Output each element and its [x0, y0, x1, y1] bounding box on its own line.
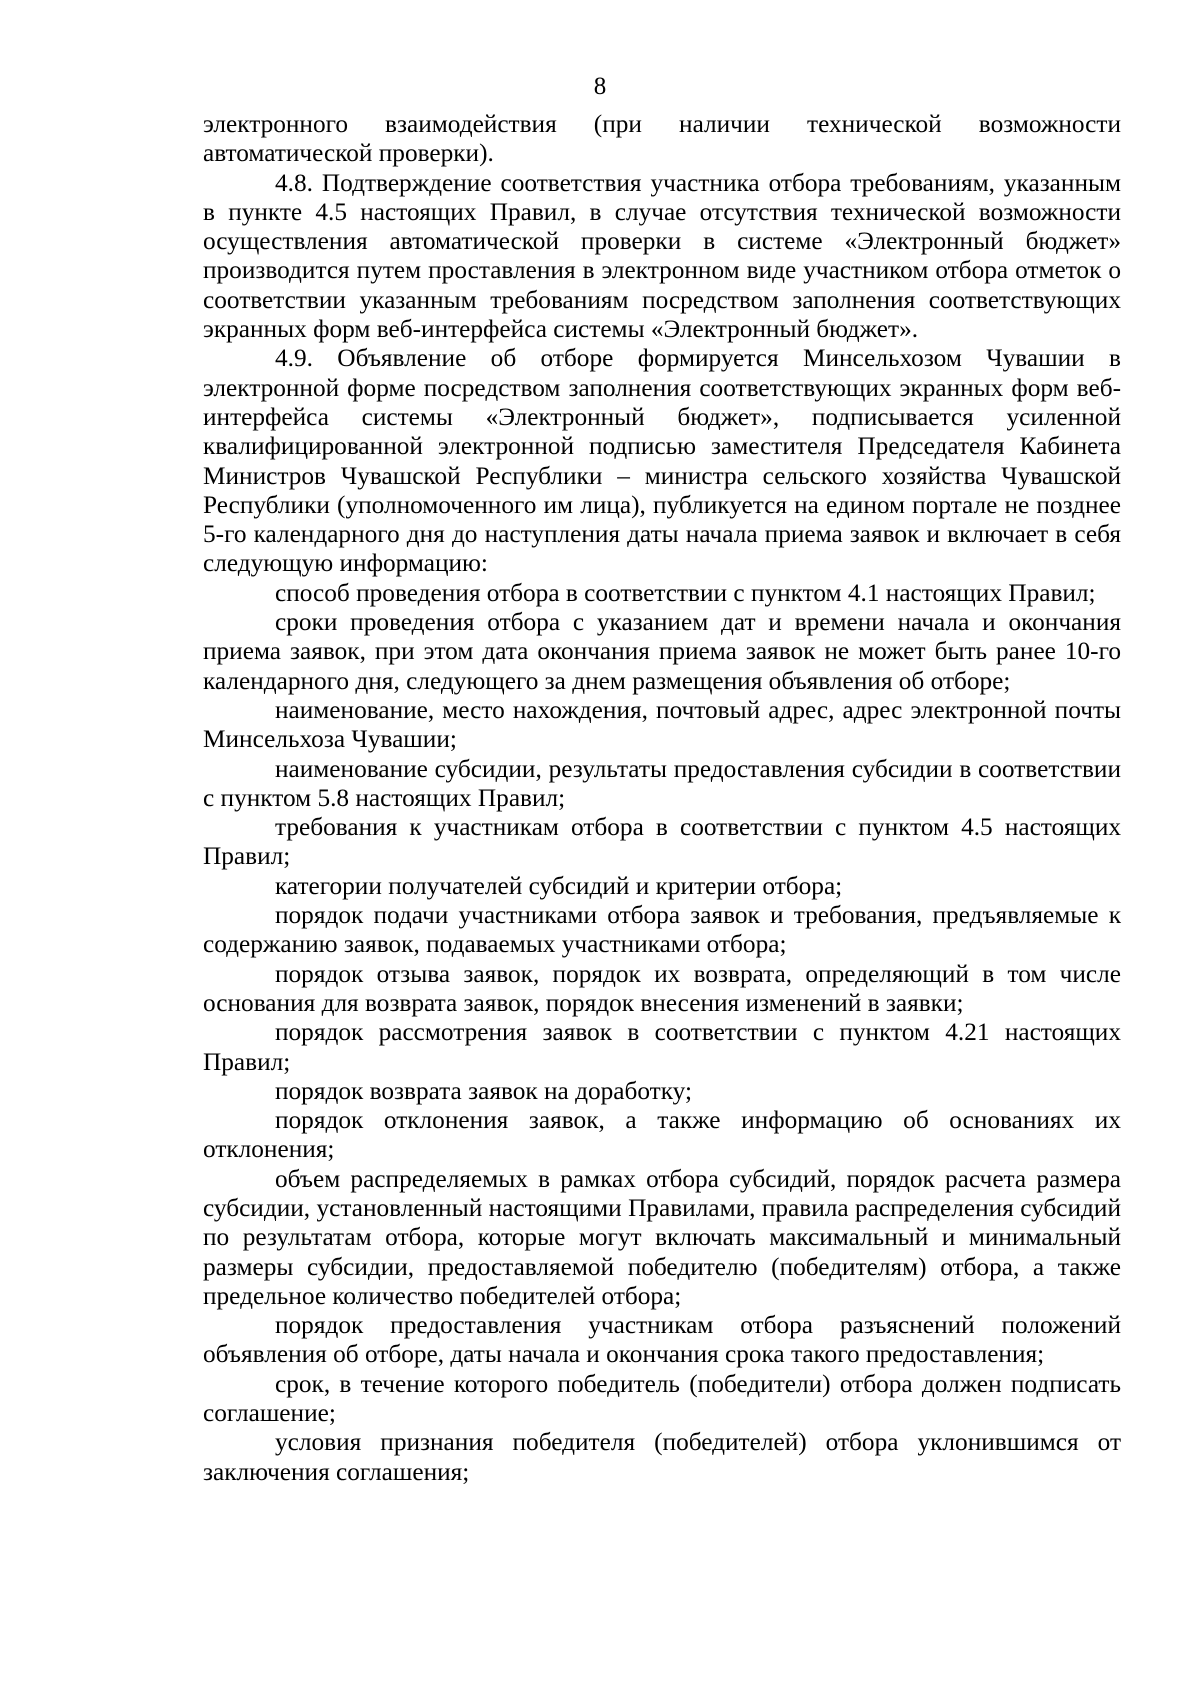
paragraph: порядок отзыва заявок, порядок их возврата, определяющий в том числе основания для возврата заявок, порядок внесения изменений в заявки; — [203, 959, 1121, 1017]
paragraph: порядок возврата заявок на доработку; — [275, 1076, 692, 1105]
document-body — [203, 110, 1121, 1487]
paragraph: порядок отклонения заявок, а также информацию об основаниях их отклонения; — [203, 1106, 1121, 1164]
paragraph: 4.8. Подтверждение соответствия участника отбора требованиям, указанным в пункте 4.5 настоящих Правил, в случае отсутствия технической возможности осуществления автоматической проверки в системе «Электронный бюджет» производится путем проставления в электронном виде участником отбора отметок о соответствии указанным требованиям посредством заполнения соответствующих экранных форм веб-интерфейса системы «Электронный бюджет». — [203, 168, 1121, 344]
paragraph: порядок рассмотрения заявок в соответствии с пунктом 4.21 настоящих Правил; — [203, 1018, 1121, 1076]
paragraph: наименование субсидии, результаты предоставления субсидии в соответствии с пунктом 5.8 настоящих Правил; — [203, 754, 1121, 812]
paragraph: условия признания победителя (победителей) отбора уклонившимся от заключения соглашения; — [203, 1428, 1121, 1486]
paragraph: наименование, место нахождения, почтовый адрес, адрес электронной почты Минсельхоза Чувашии; — [203, 695, 1121, 754]
paragraph: категории получателей субсидий и критерии отбора; — [275, 871, 843, 900]
paragraph: 4.9. Объявление об отборе формируется Минсельхозом Чувашии в электронной форме посредством заполнения соответствующих экранных форм веб-интерфейса системы «Электронный бюджет», подписывается усиленной квалифицированной электронной подписью заместителя Председателя Кабинета Министров Чувашской Республики – министра сельского хозяйства Чувашской Республики (уполномоченного им лица), публикуется на едином портале не позднее 5-го календарного дня до наступления даты начала приема заявок и включает в себя следующую информацию: — [203, 344, 1121, 578]
paragraph: способ проведения отбора в соответствии с пунктом 4.1 настоящих Правил; — [275, 578, 1096, 607]
paragraph: срок, в течение которого победитель (победители) отбора должен подписать соглашение; — [203, 1369, 1121, 1428]
paragraph: порядок предоставления участникам отбора разъяснений положений объявления об отборе, даты начала и окончания срока такого предоставления; — [203, 1311, 1121, 1369]
page-number: 8 — [593, 73, 607, 100]
paragraph: электронного взаимодействия (при наличии технической возможности автоматической проверки). — [203, 110, 1121, 168]
paragraph: порядок подачи участниками отбора заявок и требования, предъявляемые к содержанию заявок, подаваемых участниками отбора; — [203, 901, 1121, 959]
paragraph: сроки проведения отбора с указанием дат и времени начала и окончания приема заявок, при этом дата окончания приема заявок не может быть ранее 10-го календарного дня, следующего за днем размещения объявления об отборе; — [203, 608, 1121, 695]
paragraph: требования к участникам отбора в соответствии с пунктом 4.5 настоящих Правил; — [203, 813, 1121, 871]
paragraph: объем распределяемых в рамках отбора субсидий, порядок расчета размера субсидии, установленный настоящими Правилами, правила распределения субсидий по результатам отбора, которые могут включать максимальный и минимальный размеры субсидии, предоставляемой победителю (победителям) отбора, а также предельное количество победителей отбора; — [203, 1164, 1121, 1310]
